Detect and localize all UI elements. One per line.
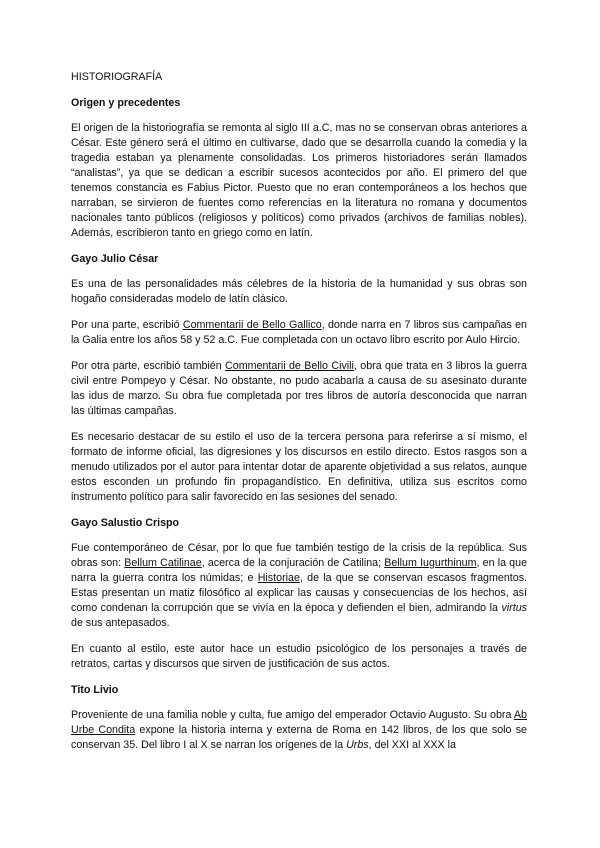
text-span: , donde narra en 7 libros sus campañas en la Galia entre los años 58 y 52 a.C. Fue completada con un octavo libro escrito por Aulo Hircio. — [71, 319, 527, 346]
paragraph-salustio-1 — [71, 541, 527, 631]
work-title-ab-urbe-condita: Ab Urbe Condita — [71, 709, 527, 736]
text-span: , de la que se conservan escasos fragmentos. Estas presentan un matiz filosófico al explicar las causas y consecuencias de los hechos, así como condenan la corrupción que se vivía en la época y defienden el bien, admirando la — [71, 572, 528, 614]
heading-livio: Tito Livio — [71, 684, 119, 696]
paragraph-livio-1 — [71, 708, 527, 753]
work-title-bellum-catilinae: Bellum Catilinae — [124, 557, 202, 569]
paragraph-cesar-1: Es una de las personalidades más célebres de la historia de la humanidad y sus obras son hogaño consideradas modelo de latín clásico. — [71, 278, 527, 305]
document-title: HISTORIOGRAFÍA — [71, 71, 163, 83]
document-page — [71, 70, 527, 764]
paragraph-cesar-3 — [71, 359, 527, 419]
heading-origen: Origen y precedentes — [71, 97, 181, 109]
heading-cesar: Gayo Julio César — [71, 253, 159, 265]
work-title-historiae: Historiae — [257, 572, 300, 584]
work-title-bellum-iugurthinum: Bellum Iugurthinum — [384, 557, 477, 569]
text-span: Por otra parte, escribió también — [71, 360, 226, 372]
text-span: Por una parte, escribió — [71, 319, 183, 331]
paragraph-origen-1: El origen de la historiografía se remonta al siglo III a.C, mas no se conservan obras anteriores a César. Este género será el último en cultivarse, dado que se desarrolla cuando la comedia y la tragedia estaban ya plenamente consolidadas. Los primeros historiadores serán llamados “analistas”, ya que se dedican a escribir sucesos acontecidos por año. El primero del que tenemos constancia es Fabius Pictor. Puesto que no eran contemporáneos a los hechos que narraban, se sirvieron de fuentes como referencias en la literatura no romana y documentos nacionales tanto públicos (religiosos y políticos) como privados (archivos de familias nobles). Además, escribieron tanto en griego como en latín. — [71, 122, 527, 239]
paragraph-cesar-4: Es necesario destacar de su estilo el uso de la tercera persona para referirse a sí mismo, el formato de informe oficial, las digresiones y los discursos en estilo directo. Estos rasgos son a menudo utilizados por el autor para intentar dotar de aparente objetividad a sus relatos, aunque estos esconden un profundo fin propagandístico. En definitiva, utiliza sus escritos como instrumento político para salir favorecido en las sesiones del senado. — [71, 431, 527, 503]
italic-term-virtus: virtus — [501, 602, 527, 614]
work-title-bello-civili: Commentarii de Bello Civili — [225, 360, 354, 372]
paragraph-cesar-2 — [71, 318, 527, 348]
text-span: expone la historia interna y externa de Roma en 142 libros, de los que solo se conservan 35. Del libro I al X se narran los orígenes de la — [71, 724, 527, 751]
text-span: , en la que narra la guerra contra los númidas; e — [71, 557, 528, 584]
text-span: Proveniente de una familia noble y culta, fue amigo del emperador Octavio Augusto. Su obra — [71, 709, 514, 721]
text-span: , acerca de la conjuración de Catilina; — [201, 557, 385, 569]
text-span: Fue contemporáneo de César, por lo que fue también testigo de la crisis de la república. Sus obras son: — [71, 542, 527, 569]
heading-salustio: Gayo Salustio Crispo — [71, 517, 180, 529]
text-span: , obra que trata en 3 libros la guerra civil entre Pompeyo y César. No obstante, no pudo acabarla a causa de su asesinato durante las idus de marzo. Su obra fue completada por tres libros de autoría desconocida que narran las últimas campañas. — [71, 360, 528, 417]
text-span: , del XXI al XXX la — [368, 739, 456, 751]
text-span: de sus antepasados. — [71, 617, 170, 629]
paragraph-salustio-2: En cuanto al estilo, este autor hace un estudio psicológico de los personajes a través de retratos, cartas y discursos que sirven de justificación de sus actos. — [71, 643, 527, 670]
work-title-bello-gallico: Commentarii de Bello Gallico — [182, 319, 322, 331]
italic-term-urbs: Urbs — [346, 739, 369, 751]
